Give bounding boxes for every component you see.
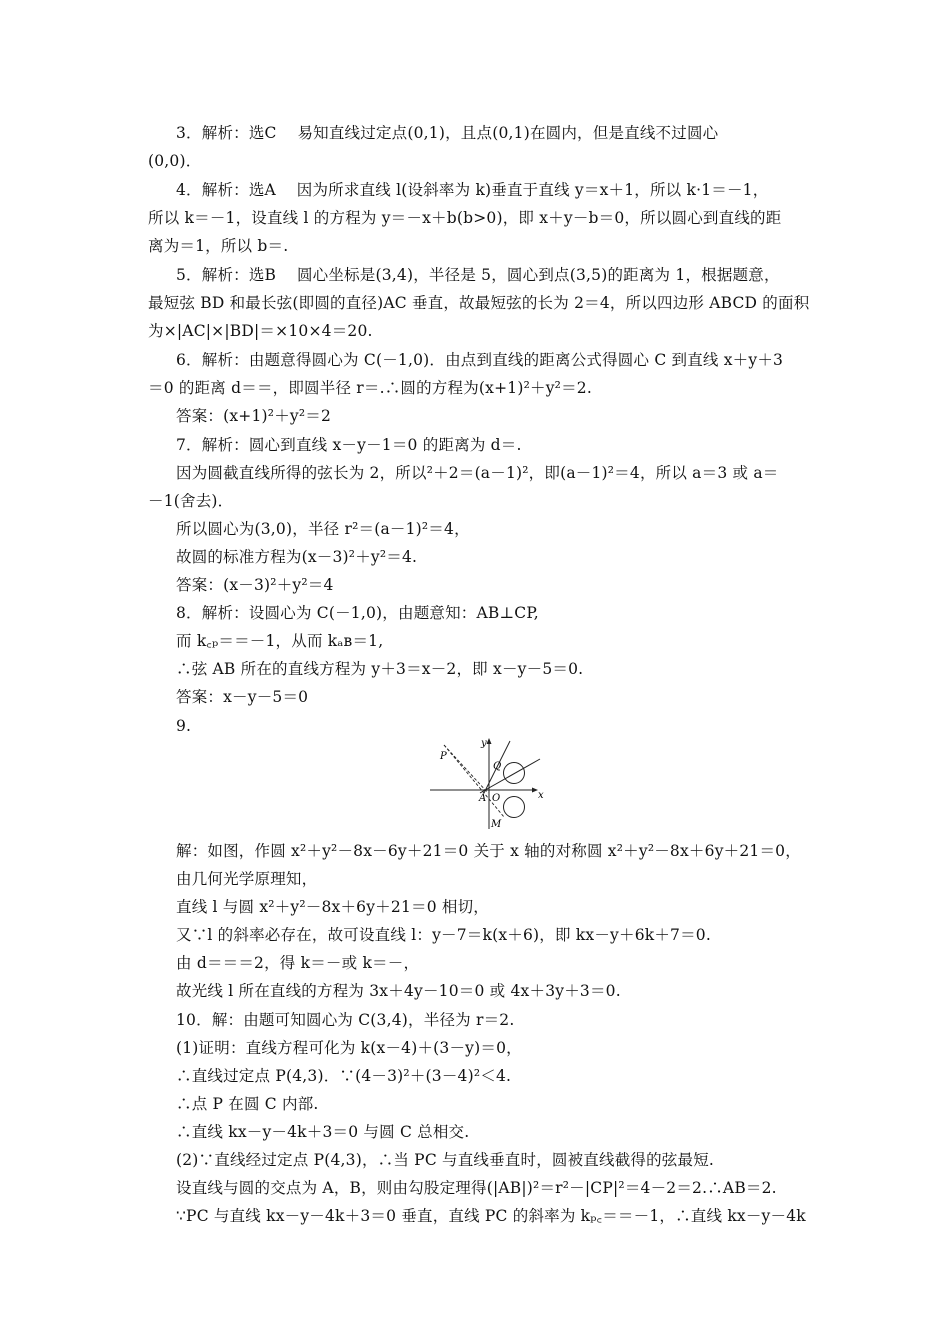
- text-line: ∵PC 与直线 kx－y－4k＋3＝0 垂直，直线 PC 的斜率为 kₚ꜀＝＝－1，∴直线 kx－y－4k: [176, 1207, 806, 1225]
- y-axis-arrow: [487, 738, 492, 744]
- text-line: (2)∵直线经过定点 P(4,3)，∴当 PC 与直线垂直时，圆被直线截得的弦最短.: [176, 1151, 715, 1169]
- text-line: 所以圆心为(3,0)，半径 r²＝(a－1)²＝4，: [176, 520, 470, 538]
- text-line: 设直线与圆的交点为 A，B，则由勾股定理得(|AB|)²＝r²－|CP|²＝4－2＝2.∴AB＝2.: [176, 1179, 777, 1197]
- text-line: ＝0 的距离 d＝＝，即圆半径 r＝.∴圆的方程为(x+1)²＋y²＝2.: [148, 379, 592, 397]
- text-line: 故光线 l 所在直线的方程为 3x＋4y－10＝0 或 4x＋3y＋3＝0.: [176, 982, 621, 1000]
- text-line: 所以 k＝－1，设直线 l 的方程为 y＝－x＋b(b>0)，即 x＋y－b＝0，所以圆心到直线的距: [148, 209, 782, 227]
- text-line: 直线 l 与圆 x²＋y²－8x＋6y＋21＝0 相切，: [176, 898, 489, 916]
- text-line: 为×|AC|×|BD|＝×10×4＝20.: [148, 322, 373, 340]
- dashed-ray-2: [444, 745, 488, 793]
- label-x: x: [538, 790, 544, 801]
- text-line: 4．解析：选A 因为所求直线 l(设斜率为 k)垂直于直线 y＝x＋1，所以 k·1＝－1，: [176, 181, 769, 199]
- circle-lower: [504, 797, 525, 818]
- circle-upper: [504, 763, 525, 784]
- text-line: 由 d＝＝＝2，得 k＝－或 k＝－，: [176, 954, 420, 972]
- text-line: (0,0)．: [148, 152, 202, 170]
- text-line: －1(舍去)．: [148, 492, 234, 510]
- label-o: O: [492, 793, 501, 804]
- text-line: 又∵l 的斜率必存在，故可设直线 l：y－7＝k(x＋6)，即 kx－y＋6k＋7＝0.: [176, 926, 711, 944]
- label-q: Q: [493, 761, 502, 772]
- text-line: 解：如图，作圆 x²＋y²－8x－6y＋21＝0 关于 x 轴的对称圆 x²＋y²－8x＋6y＋21＝0，: [176, 842, 801, 860]
- text-line: 由几何光学原理知，: [176, 870, 318, 888]
- text-line: 答案：(x+1)²＋y²＝2: [176, 407, 332, 425]
- label-a: A: [479, 793, 487, 804]
- text-line: 8．解析：设圆心为 C(－1,0)，由题意知：AB⊥CP,: [176, 604, 539, 622]
- text-line: 7．解析：圆心到直线 x－y－1＝0 的距离为 d＝.: [176, 436, 522, 454]
- label-y: y: [481, 738, 487, 749]
- text-line: 最短弦 BD 和最长弦(即圆的直径)AC 垂直，故最短弦的长为 2＝4，所以四边形 ABCD 的面积: [148, 294, 810, 312]
- text-line: 因为圆截直线所得的弦长为 2，所以²＋2＝(a－1)²，即(a－1)²＝4，所以 a＝3 或 a＝: [176, 464, 779, 482]
- dashed-ray-1: [444, 745, 504, 817]
- text-line: ∴弦 AB 所在的直线方程为 y＋3＝x－2，即 x－y－5＝0.: [176, 660, 584, 678]
- label-m: M: [491, 819, 502, 830]
- text-line: 故圆的标准方程为(x－3)²＋y²＝4.: [176, 548, 418, 566]
- text-line: 6．解析：由题意得圆心为 C(－1,0)．由点到直线的距离公式得圆心 C 到直线 x＋y＋3: [176, 351, 784, 369]
- geometry-figure: [428, 735, 546, 831]
- text-line: ∴点 P 在圆 C 内部.: [176, 1095, 319, 1113]
- text-line: 9.: [176, 717, 192, 735]
- text-line: 答案：(x－3)²＋y²＝4: [176, 576, 334, 594]
- text-line: 答案：x－y－5＝0: [176, 688, 309, 706]
- text-line: 离为＝1，所以 b＝.: [148, 237, 289, 255]
- text-line: 而 k꜀ₚ＝＝－1，从而 kₐʙ＝1,: [176, 632, 384, 650]
- light-reflection-diagram: [428, 735, 546, 831]
- text-line: ∴直线过定点 P(4,3)．∵(4－3)²＋(3－4)²＜4.: [176, 1067, 512, 1085]
- text-line: 10．解：由题可知圆心为 C(3,4)，半径为 r＝2.: [176, 1011, 515, 1029]
- text-line: (1)证明：直线方程可化为 k(x－4)＋(3－y)＝0，: [176, 1039, 522, 1057]
- text-line: ∴直线 kx－y－4k＋3＝0 与圆 C 总相交.: [176, 1123, 470, 1141]
- text-line: 3．解析：选C 易知直线过定点(0,1)，且点(0,1)在圆内，但是直线不过圆心: [176, 124, 719, 142]
- text-line: 5．解析：选B 圆心坐标是(3,4)，半径是 5，圆心到点(3,5)的距离为 1，根据题意，: [176, 266, 780, 284]
- label-p: P: [440, 751, 447, 762]
